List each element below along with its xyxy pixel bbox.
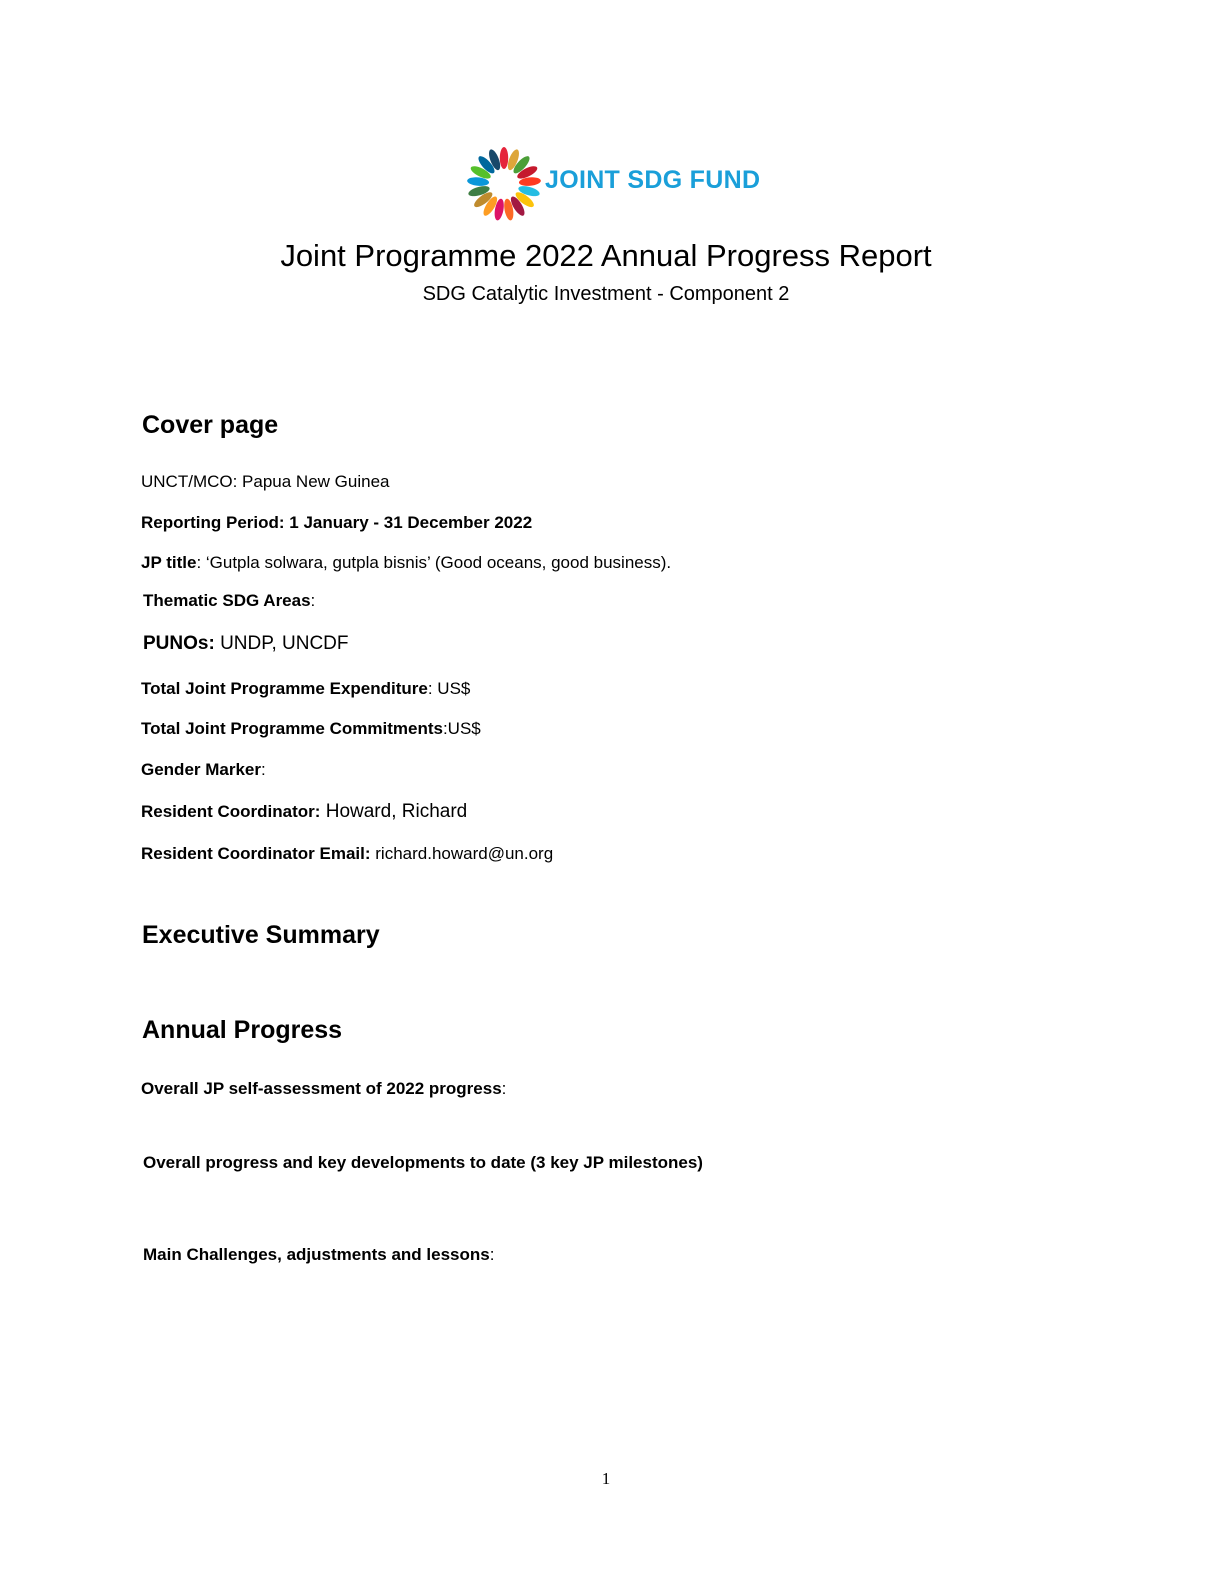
resident-coordinator-email-field xyxy=(141,844,553,864)
self-assessment-label: Overall JP self-assessment of 2022 progress xyxy=(141,1079,502,1098)
expenditure-value: : US$ xyxy=(427,679,471,698)
commitments-label: Total Joint Programme Commitments xyxy=(141,719,443,738)
punos-value: UNDP, UNCDF xyxy=(214,633,349,654)
resident-coordinator-field xyxy=(141,801,467,823)
resident-coordinator-value: Howard, Richard xyxy=(320,801,468,822)
logo-text: JOINT SDG FUND xyxy=(545,166,761,194)
gender-marker-field xyxy=(141,760,266,780)
unct-field: UNCT/MCO: Papua New Guinea xyxy=(141,472,390,491)
challenges-field xyxy=(143,1245,494,1265)
thematic-areas-field xyxy=(143,591,315,611)
progress-label: Overall progress and key developments to date (3 key JP milestones) xyxy=(143,1153,703,1172)
reporting-period-field xyxy=(141,513,532,533)
annual-progress-heading: Annual Progress xyxy=(142,1016,343,1044)
resident-coordinator-email-value: richard.howard@un.org xyxy=(370,844,554,863)
commitments-field xyxy=(141,719,481,739)
logo-petal xyxy=(500,147,508,169)
joint-sdg-fund-logo xyxy=(464,144,764,224)
punos-label: PUNOs: xyxy=(143,633,215,654)
challenges-value: : xyxy=(489,1245,495,1264)
jp-title-value: : ‘Gutpla solwara, gutpla bisnis’ (Good oceans, good business). xyxy=(196,553,672,572)
page-number: 1 xyxy=(601,1469,611,1488)
gender-marker-label: Gender Marker xyxy=(141,760,261,779)
cover-page-heading: Cover page xyxy=(142,411,279,439)
self-assessment-value: : xyxy=(501,1079,507,1098)
thematic-areas-value: : xyxy=(310,591,316,610)
gender-marker-value: : xyxy=(261,760,266,779)
sdg-wheel-icon xyxy=(464,144,544,224)
executive-summary-heading: Executive Summary xyxy=(142,921,380,949)
resident-coordinator-email-label: Resident Coordinator Email: xyxy=(141,844,371,863)
challenges-label: Main Challenges, adjustments and lessons xyxy=(143,1245,490,1264)
punos-field xyxy=(143,633,349,655)
thematic-areas-label: Thematic SDG Areas xyxy=(143,591,311,610)
report-title: Joint Programme 2022 Annual Progress Report xyxy=(280,238,932,273)
reporting-period-text: Reporting Period: 1 January - 31 December 2022 xyxy=(141,513,533,532)
self-assessment-field xyxy=(141,1079,506,1099)
jp-title-label: JP title xyxy=(141,553,197,572)
jp-title-field xyxy=(141,553,671,573)
resident-coordinator-label: Resident Coordinator: xyxy=(141,802,321,821)
commitments-value: :US$ xyxy=(442,719,481,738)
progress-field xyxy=(143,1153,703,1173)
expenditure-label: Total Joint Programme Expenditure xyxy=(141,679,428,698)
report-subtitle: SDG Catalytic Investment - Component 2 xyxy=(422,283,790,305)
expenditure-field xyxy=(141,679,470,699)
